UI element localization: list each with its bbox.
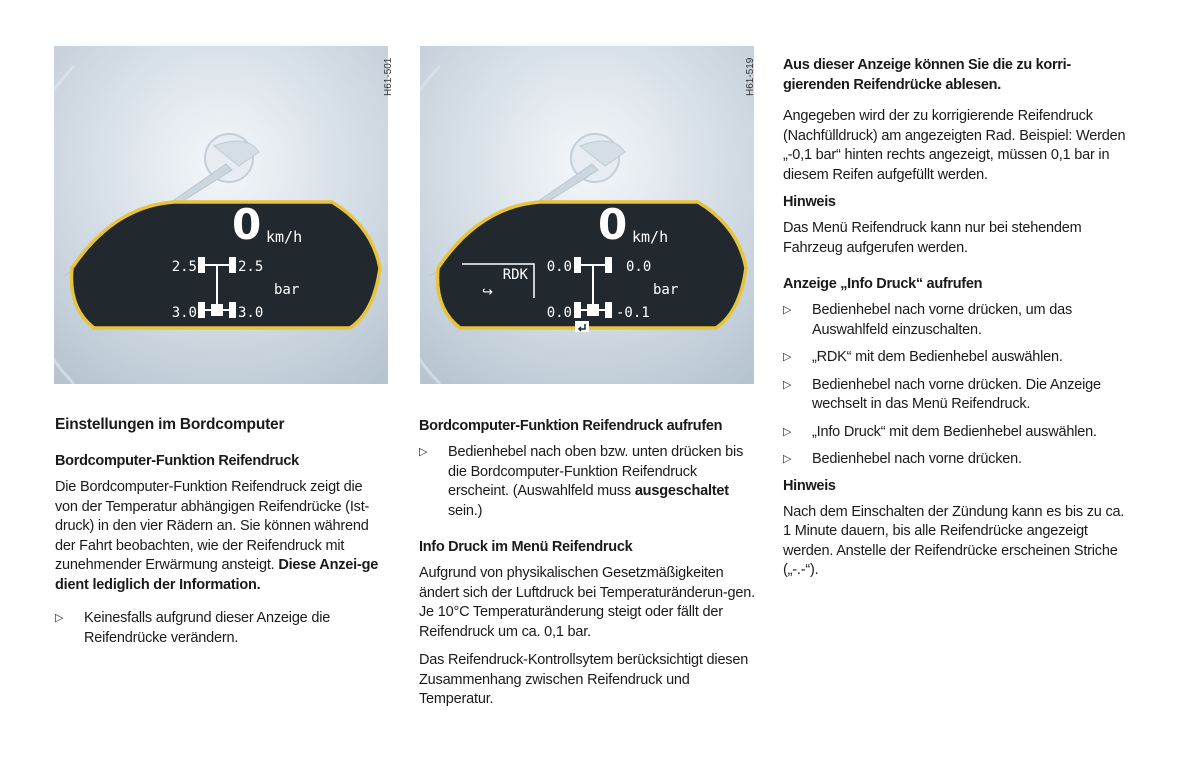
pressure-unit: bar [274,282,300,298]
instrument-cluster-illustration [420,46,754,384]
column-middle [419,418,759,719]
rear-right-pressure: 3.0 [238,305,264,321]
rear-left-pressure: 3.0 [171,305,197,321]
list-item: ▷ Bedienhebel nach vorne drücken, um das Auswahlfeld einzuschalten. [783,301,1128,340]
rdk-arrow-icon: ↪ [482,285,493,300]
subsection-heading: Bordcomputer-Funktion Reifendruck [55,453,299,469]
speed-unit: km/h [632,228,669,246]
speed-readout: 0 [232,200,262,249]
front-right-pressure: 2.5 [238,259,264,275]
figure-code: H61-501 [383,57,394,96]
speed-readout: 0 [598,200,628,249]
list-item: ▷ Bedienhebel nach oben bzw. unten drücken bis die Bordcomputer-Funktion Reifendruck erscheint. (Auswahlfeld muss ausgeschaltet sein.) [419,443,759,521]
triangle-bullet-icon: ▷ [783,378,792,391]
subsection-heading: Info Druck im Menü Reifendruck [419,539,633,555]
rear-right-pressure: -0.1 [616,305,650,321]
list-item: ▷ Bedienhebel nach vorne drücken. [783,450,1128,470]
front-left-pressure: 2.5 [171,259,197,275]
column-right [783,56,1128,590]
paragraph: Angegeben wird der zu korrigierende Reifendruck (Nachfülldruck) am angezeigten Rad. Beispiel: Werden „-0,1 bar“ hinten rechts angezeigt, müssen 0,1 bar in diesem Reifen aufgefüllt werden. [783,108,1126,183]
instrument-cluster-illustration [54,46,388,384]
paragraph: Aufgrund von physikalischen Gesetzmäßigkeiten ändert sich der Luftdruck bei Temperaturänderun-gen. Je 10°C Temperaturänderung steigt oder fällt der Reifendruck um ca. 0,1 bar. [419,565,755,640]
paragraph: Die Bordcomputer-Funktion Reifendruck zeigt die von der Temperatur abhängigen Reifendrücke (Ist-druck) in den vier Rädern an. Sie können während der Fahrt beobachten, wie der Reifendruck mit zunehmender Erwärmung ansteigt. Diese Anzei-ge dient lediglich der Information. [55,479,379,593]
triangle-bullet-icon: ▷ [419,446,428,458]
figure-info-pressure-display [420,46,754,384]
rdk-label: RDK [502,267,528,283]
note-title: Hinweis [783,477,836,494]
subsection-heading: Anzeige „Info Druck“ aufrufen [783,276,983,292]
triangle-bullet-icon: ▷ [783,425,792,438]
front-left-pressure: 0.0 [546,259,572,275]
front-right-pressure: 0.0 [626,259,652,275]
triangle-bullet-icon: ▷ [55,612,64,624]
column-left [55,416,385,656]
note-title: Hinweis [783,194,836,210]
paragraph: Nach dem Einschalten der Zündung kann es bis zu ca. 1 Minute dauern, bis alle Reifendrücke angezeigt werden. Anstelle der Reifendrücke erscheinen Striche („-.-“). [783,503,1125,578]
figure-code: H61-519 [745,57,756,96]
list-item: ▷ Bedienhebel nach vorne drücken. Die Anzeige wechselt in das Menü Reifendruck. [783,376,1128,415]
pressure-unit: bar [653,282,679,298]
list-item: ▷ Keinesfalls aufgrund dieser Anzeige die Reifendrücke verändern. [55,609,385,648]
return-icon [575,321,589,332]
section-heading: Einstellungen im Bordcomputer [55,416,285,433]
triangle-bullet-icon: ▷ [783,351,792,363]
triangle-bullet-icon: ▷ [783,304,792,316]
list-item: ▷ „RDK“ mit dem Bedienhebel auswählen. [783,348,1128,368]
triangle-bullet-icon: ▷ [783,453,792,465]
list-item: ▷ „Info Druck“ mit dem Bedienhebel auswählen. [783,423,1128,443]
subsection-heading: Bordcomputer-Funktion Reifendruck aufrufen [419,418,723,434]
paragraph: Das Menü Reifendruck kann nur bei stehendem Fahrzeug aufgerufen werden. [783,220,1082,256]
figure-tire-pressure-display [54,46,388,384]
subsection-heading: Aus dieser Anzeige können Sie die zu korri-gierenden Reifendrücke ablesen. [783,57,1071,93]
rear-left-pressure: 0.0 [546,305,572,321]
paragraph: Das Reifendruck-Kontrollsytem berücksichtigt diesen Zusammenhang zwischen Reifendruck und Temperatur. [419,652,749,707]
speed-unit: km/h [266,228,303,246]
